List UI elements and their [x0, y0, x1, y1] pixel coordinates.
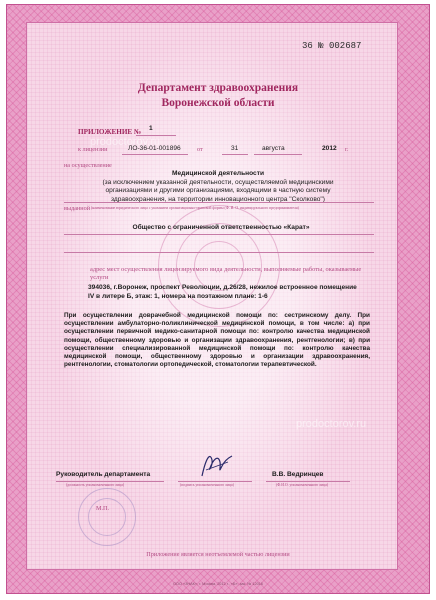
address-label: адрес мест осуществления лицензируемого вида деятельности, выполняемые работы, оказываемые услуги [90, 266, 362, 281]
signer-name-underline [266, 481, 350, 482]
activity-prefix: на осуществление [64, 162, 112, 169]
watermark-top: prodoctorov.ru [90, 136, 161, 148]
issued-label: выданной [64, 205, 91, 212]
stamp-label: М.П. [96, 505, 110, 512]
organization-name: Общество с ограниченной ответственностью «Карат» [132, 224, 310, 231]
license-label: к лицензии [78, 146, 108, 153]
organization-extra-line [64, 252, 374, 253]
signer-title-underline [56, 481, 164, 482]
date-day-underline [222, 154, 248, 155]
date-from-label: от [197, 146, 203, 153]
address-line1: 394036, г.Воронеж, проспект Революции, д.26/28, нежилое встроенное помещение [88, 284, 357, 291]
footer-note: Приложение является неотъемлемой частью лицензии [146, 551, 290, 558]
signer-name: В.В. Ведринцев [272, 471, 324, 478]
signature-icon [196, 448, 236, 482]
date-month: августа [262, 145, 285, 152]
appendix-label: ПРИЛОЖЕНИЕ № [78, 128, 142, 136]
date-month-underline [254, 154, 302, 155]
activity-note: (за исключением указанной деятельности, осуществляемой медицинскими организациями и другими организациями, входящими в частную систему здравоохранения, на территории инновационного центра "Сколково") [102, 179, 334, 203]
signer-title-hint: (должность уполномоченного лица) [66, 483, 125, 487]
date-year: 2012 [322, 145, 337, 152]
services-text: При осуществлении доврачебной медицинской помощи по: сестринскому делу. При осуществлении амбулаторно-поликлинической медицинской помощи, в том числе: а) при осуществлении первичной медико-санитарной помощи по: контролю качества медицинской помощи, общественному здоровью и организации здравоохранения, рентгенологии; в) при осуществлении специализированной медицинской помощи по: контролю качества медицинской помощи, общественному здоровью и организации здравоохранения, рентгенологии, стоматологии ортопедической, стоматологии терапевтической. [64, 312, 370, 369]
signer-name-hint: (Ф.И.О. уполномоченного лица) [276, 483, 329, 487]
issuer-title-line2: Воронежской области [161, 97, 275, 109]
signer-title: Руководитель департамента [56, 471, 151, 478]
signature-hint: (подпись уполномоченного лица) [180, 483, 234, 487]
license-number: ЛО-36-01-001896 [128, 145, 181, 152]
activity-name: Медицинской деятельности [172, 170, 264, 177]
organization-underline [64, 234, 374, 235]
series-number: 36 № 002687 [302, 41, 362, 51]
address-line2: IV в литере Б, этаж: 1, номера на поэтажном плане: 1-6 [88, 293, 268, 300]
date-year-suffix: г. [345, 146, 349, 153]
activity-underline [64, 202, 374, 203]
date-day: 31 [231, 145, 239, 152]
printer-line: ООО «ЗНАК», г. Москва, 2012 г., «Б», зак. № 12016 [173, 582, 263, 586]
license-number-underline [122, 154, 188, 155]
appendix-number: 1 [149, 125, 153, 132]
stamp-circle-inner [88, 498, 126, 536]
signature-underline [178, 481, 252, 482]
issuer-title-line1: Департамент здравоохранения [137, 82, 299, 94]
issued-hint: (наименование юридического лица с указанием организационно-правовой формы (Ф. И. О. индивидуального предпринимателя) [91, 206, 299, 210]
watermark-bottom: prodoctorov.ru [296, 418, 367, 430]
